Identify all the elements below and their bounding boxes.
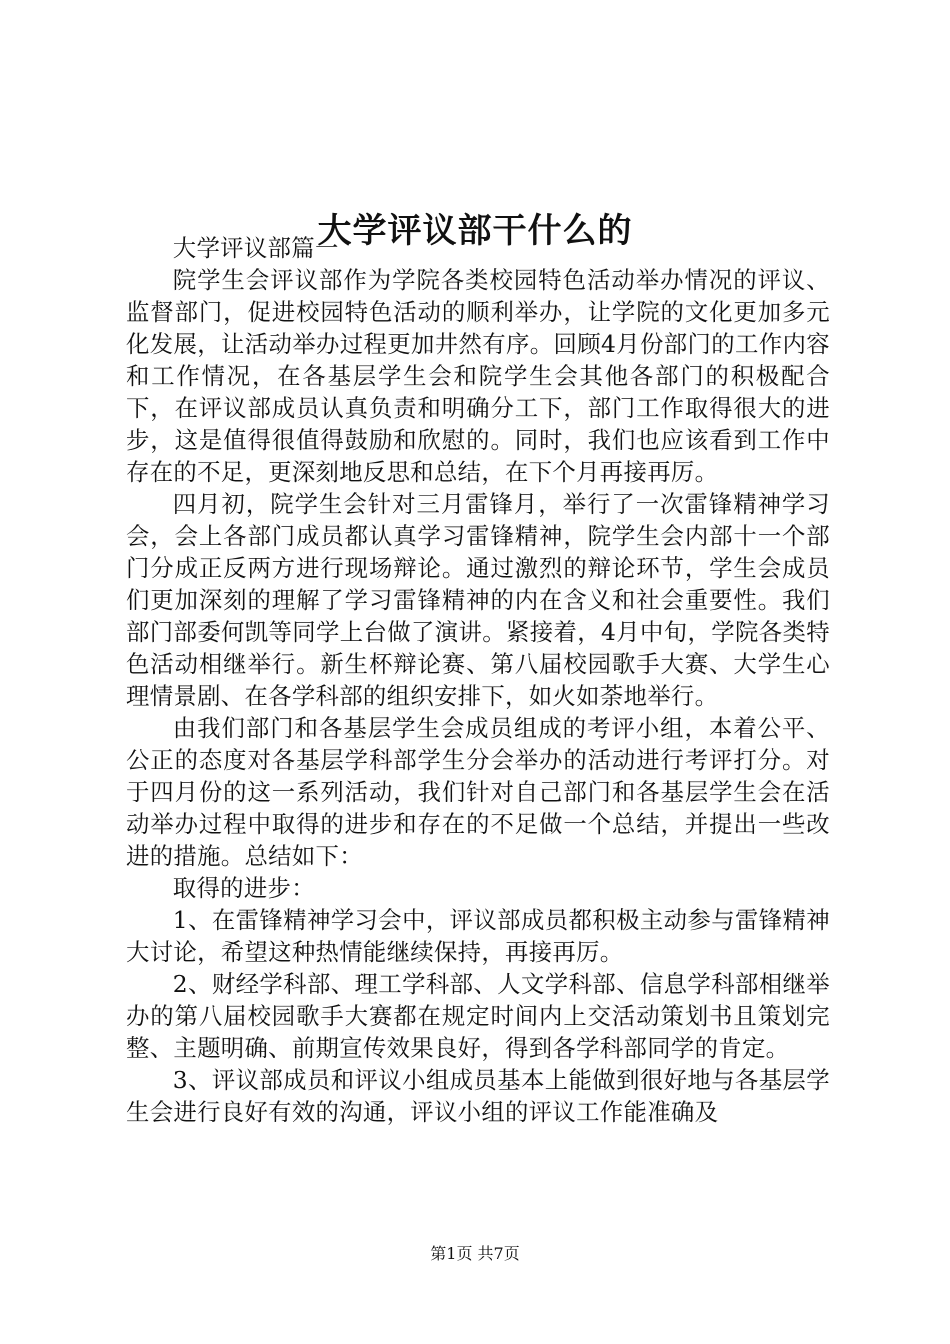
- paragraph-list-item: 2、财经学科部、理工学科部、人文学科部、信息学科部相继举办的第八届校园歌手大赛都在规定时间内上交活动策划书且策划完整、主题明确、前期宣传效果良好，得到各学科部同学的肯定。: [126, 970, 830, 1062]
- paragraph-list-item: 3、评议部成员和评议小组成员基本上能做到很好地与各基层学生会进行良好有效的沟通，评议小组的评议工作能准确及: [126, 1066, 830, 1126]
- paragraph: 由我们部门和各基层学生会成员组成的考评小组，本着公平、公正的态度对各基层学科部学生分会举办的活动进行考评打分。对于四月份的这一系列活动，我们针对自己部门和各基层学生会在活动举办过程中取得的进步和存在的不足做一个总结，并提出一些改进的措施。总结如下：: [126, 714, 830, 870]
- paragraph-heading: 大学评议部篇一: [172, 234, 339, 262]
- paragraph: 四月初，院学生会针对三月雷锋月，举行了一次雷锋精神学习会，会上各部门成员都认真学习雷锋精神，院学生会内部十一个部门分成正反两方进行现场辩论。通过激烈的辩论环节，学生会成员们更加深刻的理解了学习雷锋精神的内在含义和社会重要性。我们部门部委何凯等同学上台做了演讲。紧接着，4月中旬，学院各类特色活动相继举行。新生杯辩论赛、第八届校园歌手大赛、大学生心理情景剧、在各学科部的组织安排下，如火如荼地举行。: [126, 490, 830, 710]
- page-number-footer: 第1页 共7页: [430, 1244, 520, 1263]
- document-title: 大学评议部干什么的: [317, 210, 633, 251]
- paragraph-subheading: 取得的进步：: [172, 874, 315, 902]
- paragraph: 院学生会评议部作为学院各类校园特色活动举办情况的评议、监督部门，促进校园特色活动的顺利举办，让学院的文化更加多元化发展，让活动举办过程更加井然有序。回顾4月份部门的工作内容和工作情况，在各基层学生会和院学生会其他各部门的积极配合下，在评议部成员认真负责和明确分工下，部门工作取得很大的进步，这是值得很值得鼓励和欣慰的。同时，我们也应该看到工作中存在的不足，更深刻地反思和总结，在下个月再接再厉。: [126, 266, 830, 486]
- document-body: [126, 232, 830, 1128]
- paragraph-list-item: 1、在雷锋精神学习会中，评议部成员都积极主动参与雷锋精神大讨论，希望这种热情能继续保持，再接再厉。: [126, 906, 830, 966]
